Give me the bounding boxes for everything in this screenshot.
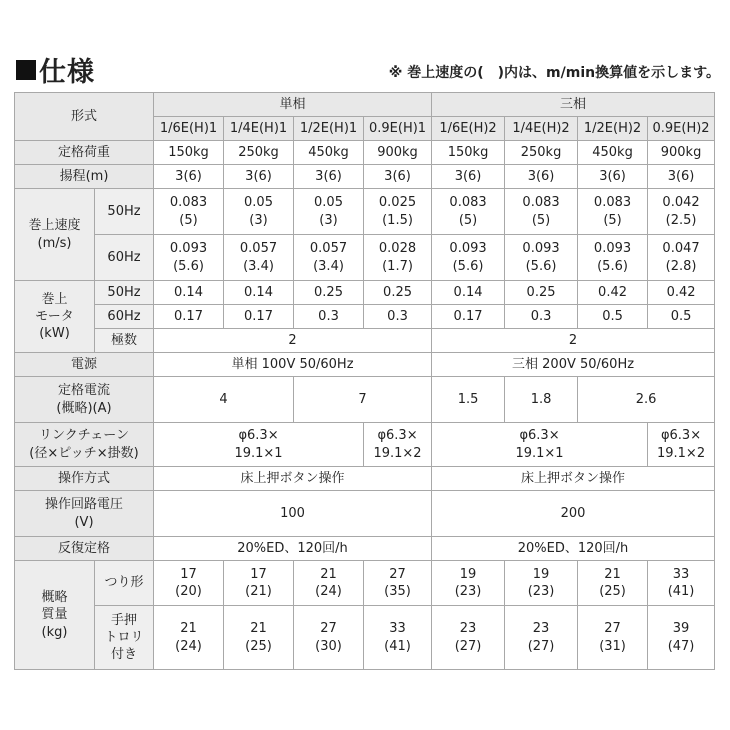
- model-cell: 1/6E(H)1: [154, 117, 224, 141]
- model-cell: 1/2E(H)1: [294, 117, 364, 141]
- chain-unit-line: (径×ピッチ×掛数): [29, 445, 139, 461]
- voltage-three-cell: 200: [432, 491, 715, 537]
- speed-unit-line: (m/s): [37, 235, 72, 251]
- motor-cell: 0.14: [224, 281, 294, 305]
- mass-cell: [224, 561, 294, 606]
- speed-cell: [294, 235, 364, 281]
- lift-cell: 3(6): [578, 165, 648, 189]
- current-cell: 2.6: [578, 377, 715, 423]
- mass-value: 23: [532, 621, 550, 637]
- model-cell: 0.9E(H)2: [648, 117, 715, 141]
- speed-mmin-value: (1.5): [382, 212, 413, 228]
- mass-trolley-value: (23): [527, 584, 555, 599]
- speed-label-line: 巻上速度: [28, 218, 81, 234]
- square-bullet-icon: [16, 60, 36, 80]
- mass-trolley-label: [95, 606, 154, 670]
- model-cell: 1/4E(H)2: [505, 117, 578, 141]
- speed-mmin-value: (3.4): [313, 258, 344, 274]
- rated-load-cell: 150kg: [432, 141, 505, 165]
- mass-trolley-value: (41): [384, 638, 411, 654]
- page-title-text: 仕様: [39, 57, 95, 88]
- rating-single-cell: 20%ED、120回/h: [154, 537, 432, 561]
- lift-cell: 3(6): [364, 165, 432, 189]
- mass-trolley-value: (35): [384, 584, 411, 599]
- mass-cell: [294, 606, 364, 670]
- speed-mmin-value: (5.6): [173, 258, 204, 274]
- mass-trolley-value: (20): [175, 584, 202, 599]
- trolley-label-line: 付き: [111, 647, 138, 663]
- mass-cell: [364, 561, 432, 606]
- mass-value: 21: [180, 621, 197, 637]
- motor-cell: 0.3: [505, 305, 578, 329]
- speed-cell: [294, 189, 364, 235]
- motor-cell: 0.5: [578, 305, 648, 329]
- mass-trolley-value: (30): [315, 638, 342, 654]
- mass-value: 21: [320, 566, 337, 582]
- speed-mmin-value: (2.8): [665, 258, 697, 274]
- rated-load-cell: 900kg: [364, 141, 432, 165]
- mass-trolley-value: (41): [667, 584, 695, 599]
- speed-value: 0.093: [169, 241, 208, 257]
- speed-cell: [648, 235, 715, 281]
- mass-cell: [224, 606, 294, 670]
- mass-trolley-value: (27): [527, 638, 555, 654]
- poles-three-cell: 2: [432, 329, 715, 353]
- speed-mmin-value: (5.6): [525, 258, 557, 274]
- speed-mmin-value: (5.6): [452, 258, 484, 274]
- mass-cell: [364, 606, 432, 670]
- speed-cell: [578, 189, 648, 235]
- mass-trolley-value: (25): [245, 638, 272, 654]
- mass-value: 19: [459, 566, 477, 582]
- current-cell: 1.5: [432, 377, 505, 423]
- speed-value: 0.057: [309, 241, 348, 257]
- motor-cell: 0.42: [578, 281, 648, 305]
- spec-table: [14, 92, 715, 670]
- mass-cell: [505, 561, 578, 606]
- mass-label-line: 概略: [41, 590, 68, 606]
- mass-trolley-value: (24): [315, 584, 342, 599]
- lift-cell: 3(6): [224, 165, 294, 189]
- speed-mmin-value: (5.6): [597, 258, 628, 274]
- rated-load-label: 定格荷重: [15, 141, 154, 165]
- chain-diameter: φ6.3×: [519, 428, 560, 444]
- lift-row: [15, 165, 715, 189]
- voltage-label-line: 操作回路電圧: [45, 497, 124, 513]
- current-row: [15, 377, 715, 423]
- motor-cell: 0.5: [648, 305, 715, 329]
- speed-value: 0.083: [169, 195, 208, 211]
- speed-mmin-value: (5): [179, 212, 198, 228]
- motor-label-line: 巻上: [41, 291, 68, 307]
- poles-row: [15, 329, 715, 353]
- mass-cell: [432, 561, 505, 606]
- mass-value: 33: [672, 566, 690, 582]
- speed-mmin-value: (2.5): [665, 212, 697, 228]
- mass-value: 27: [320, 621, 337, 637]
- motor-label-line: モータ: [35, 308, 74, 324]
- mass-trolley-value: (47): [667, 638, 695, 654]
- speed-mmin-value: (1.7): [382, 258, 413, 274]
- speed-value: 0.093: [449, 241, 487, 257]
- poles-single-cell: 2: [154, 329, 432, 353]
- mass-trolley-value: (23): [454, 584, 482, 599]
- current-cell: 1.8: [505, 377, 578, 423]
- lift-cell: 3(6): [154, 165, 224, 189]
- chain-label-line: リンクチェーン: [38, 428, 130, 444]
- mass-unit-line: (kg): [41, 624, 68, 640]
- speed-cell: [432, 189, 505, 235]
- power-single-cell: 単相 100V 50/60Hz: [154, 353, 432, 377]
- mass-value: 27: [604, 621, 621, 637]
- voltage-unit-line: (V): [74, 514, 94, 530]
- chain-label: [15, 423, 154, 467]
- poles-label: 極数: [95, 329, 154, 353]
- mass-trolley-value: (24): [175, 638, 202, 654]
- rated-load-cell: 450kg: [578, 141, 648, 165]
- mass-trolley-row: [15, 606, 715, 670]
- model-cell: 1/6E(H)2: [432, 117, 505, 141]
- phase-header-row: [15, 93, 715, 117]
- speed-mmin-value: (3): [319, 212, 338, 228]
- speed-value: 0.05: [314, 195, 343, 211]
- voltage-single-cell: 100: [154, 491, 432, 537]
- current-cell: 7: [294, 377, 432, 423]
- mass-cell: [505, 606, 578, 670]
- current-unit-line: (概略)(A): [56, 400, 112, 416]
- trolley-label-line: トロリ: [104, 629, 144, 645]
- lift-cell: 3(6): [294, 165, 364, 189]
- rated-load-cell: 900kg: [648, 141, 715, 165]
- power-row: [15, 353, 715, 377]
- rated-load-cell: 450kg: [294, 141, 364, 165]
- current-label-line: 定格電流: [58, 383, 111, 399]
- speed-value: 0.093: [593, 241, 632, 257]
- mass-hook-label: つり形: [95, 561, 154, 606]
- speed-cell: [578, 235, 648, 281]
- speed-cell: [505, 189, 578, 235]
- rating-three-cell: 20%ED、120回/h: [432, 537, 715, 561]
- model-label: 形式: [15, 93, 154, 141]
- model-cell: 1/2E(H)2: [578, 117, 648, 141]
- lift-cell: 3(6): [432, 165, 505, 189]
- mass-trolley-value: (31): [599, 638, 626, 654]
- mass-value: 27: [389, 566, 406, 582]
- operation-label: 操作方式: [15, 467, 154, 491]
- mass-hook-row: [15, 561, 715, 606]
- motor-cell: 0.17: [432, 305, 505, 329]
- speed-value: 0.083: [593, 195, 632, 211]
- motor-60hz-label: 60Hz: [95, 305, 154, 329]
- motor-cell: 0.25: [364, 281, 432, 305]
- lift-label: 揚程(m): [15, 165, 154, 189]
- operation-row: [15, 467, 715, 491]
- motor-cell: 0.3: [294, 305, 364, 329]
- model-cell: 1/4E(H)1: [224, 117, 294, 141]
- three-phase-header: 三相: [432, 93, 715, 117]
- current-label: [15, 377, 154, 423]
- speed-value: 0.083: [449, 195, 487, 211]
- speed-label: [15, 189, 95, 281]
- chain-pitch: 19.1×2: [656, 445, 706, 461]
- mass-value: 23: [459, 621, 477, 637]
- mass-label-line: 質量: [41, 607, 68, 623]
- speed-60hz-row: [15, 235, 715, 281]
- speed-cell: [648, 189, 715, 235]
- mass-label: [15, 561, 95, 670]
- speed-value: 0.047: [662, 241, 700, 257]
- speed-mmin-value: (3): [249, 212, 268, 228]
- mass-cell: [154, 606, 224, 670]
- chain-row: [15, 423, 715, 467]
- operation-single-cell: 床上押ボタン操作: [154, 467, 432, 491]
- speed-cell: [364, 189, 432, 235]
- motor-50hz-row: [15, 281, 715, 305]
- speed-50hz-label: 50Hz: [95, 189, 154, 235]
- speed-value: 0.042: [662, 195, 700, 211]
- speed-mmin-value: (3.4): [243, 258, 274, 274]
- trolley-label-line: 手押: [111, 612, 138, 628]
- speed-cell: [154, 189, 224, 235]
- rated-load-row: [15, 141, 715, 165]
- mass-trolley-value: (25): [599, 584, 626, 599]
- single-phase-header: 単相: [154, 93, 432, 117]
- current-cell: 4: [154, 377, 294, 423]
- mass-cell: [432, 606, 505, 670]
- mass-value: 17: [180, 566, 197, 582]
- rating-label: 反復定格: [15, 537, 154, 561]
- mass-cell: [648, 561, 715, 606]
- voltage-row: [15, 491, 715, 537]
- motor-cell: 0.14: [432, 281, 505, 305]
- motor-cell: 0.17: [154, 305, 224, 329]
- page-title: [16, 50, 95, 89]
- motor-60hz-row: [15, 305, 715, 329]
- speed-value: 0.057: [239, 241, 278, 257]
- speed-value: 0.083: [522, 195, 560, 211]
- motor-cell: 0.42: [648, 281, 715, 305]
- speed-50hz-row: [15, 189, 715, 235]
- mass-cell: [578, 606, 648, 670]
- speed-note: ※ 巻上速度の( )内は、m/min換算値を示します。: [388, 65, 720, 81]
- motor-cell: 0.3: [364, 305, 432, 329]
- chain-cell: [154, 423, 364, 467]
- speed-cell: [432, 235, 505, 281]
- mass-value: 39: [672, 621, 690, 637]
- motor-cell: 0.17: [224, 305, 294, 329]
- mass-value: 33: [389, 621, 406, 637]
- motor-unit-line: (kW): [39, 326, 70, 342]
- mass-value: 21: [250, 621, 267, 637]
- mass-cell: [154, 561, 224, 606]
- chain-cell: [364, 423, 432, 467]
- model-cell: 0.9E(H)1: [364, 117, 432, 141]
- lift-cell: 3(6): [648, 165, 715, 189]
- speed-mmin-value: (5): [458, 212, 478, 228]
- operation-three-cell: 床上押ボタン操作: [432, 467, 715, 491]
- power-label: 電源: [15, 353, 154, 377]
- chain-cell: [432, 423, 648, 467]
- speed-cell: [505, 235, 578, 281]
- speed-cell: [224, 189, 294, 235]
- speed-mmin-value: (5): [531, 212, 551, 228]
- mass-cell: [294, 561, 364, 606]
- motor-cell: 0.25: [505, 281, 578, 305]
- rating-row: [15, 537, 715, 561]
- chain-pitch: 19.1×1: [234, 445, 283, 461]
- rated-load-cell: 250kg: [505, 141, 578, 165]
- motor-cell: 0.14: [154, 281, 224, 305]
- speed-value: 0.05: [244, 195, 273, 211]
- chain-diameter: φ6.3×: [660, 428, 702, 444]
- chain-pitch: 19.1×2: [373, 445, 422, 461]
- mass-value: 19: [532, 566, 550, 582]
- chain-cell: [648, 423, 715, 467]
- rated-load-cell: 250kg: [224, 141, 294, 165]
- speed-cell: [154, 235, 224, 281]
- speed-cell: [364, 235, 432, 281]
- rated-load-cell: 150kg: [154, 141, 224, 165]
- lift-cell: 3(6): [505, 165, 578, 189]
- mass-value: 17: [250, 566, 267, 582]
- mass-trolley-value: (21): [245, 584, 272, 599]
- motor-label: [15, 281, 95, 353]
- voltage-label: [15, 491, 154, 537]
- chain-diameter: φ6.3×: [377, 428, 418, 444]
- motor-50hz-label: 50Hz: [95, 281, 154, 305]
- mass-value: 21: [604, 566, 621, 582]
- mass-cell: [578, 561, 648, 606]
- chain-pitch: 19.1×1: [515, 445, 564, 461]
- speed-60hz-label: 60Hz: [95, 235, 154, 281]
- mass-cell: [648, 606, 715, 670]
- power-three-cell: 三相 200V 50/60Hz: [432, 353, 715, 377]
- mass-trolley-value: (27): [454, 638, 482, 654]
- motor-cell: 0.25: [294, 281, 364, 305]
- speed-value: 0.025: [378, 195, 417, 211]
- speed-value: 0.028: [378, 241, 417, 257]
- speed-value: 0.093: [522, 241, 560, 257]
- speed-mmin-value: (5): [603, 212, 622, 228]
- speed-cell: [224, 235, 294, 281]
- chain-diameter: φ6.3×: [238, 428, 279, 444]
